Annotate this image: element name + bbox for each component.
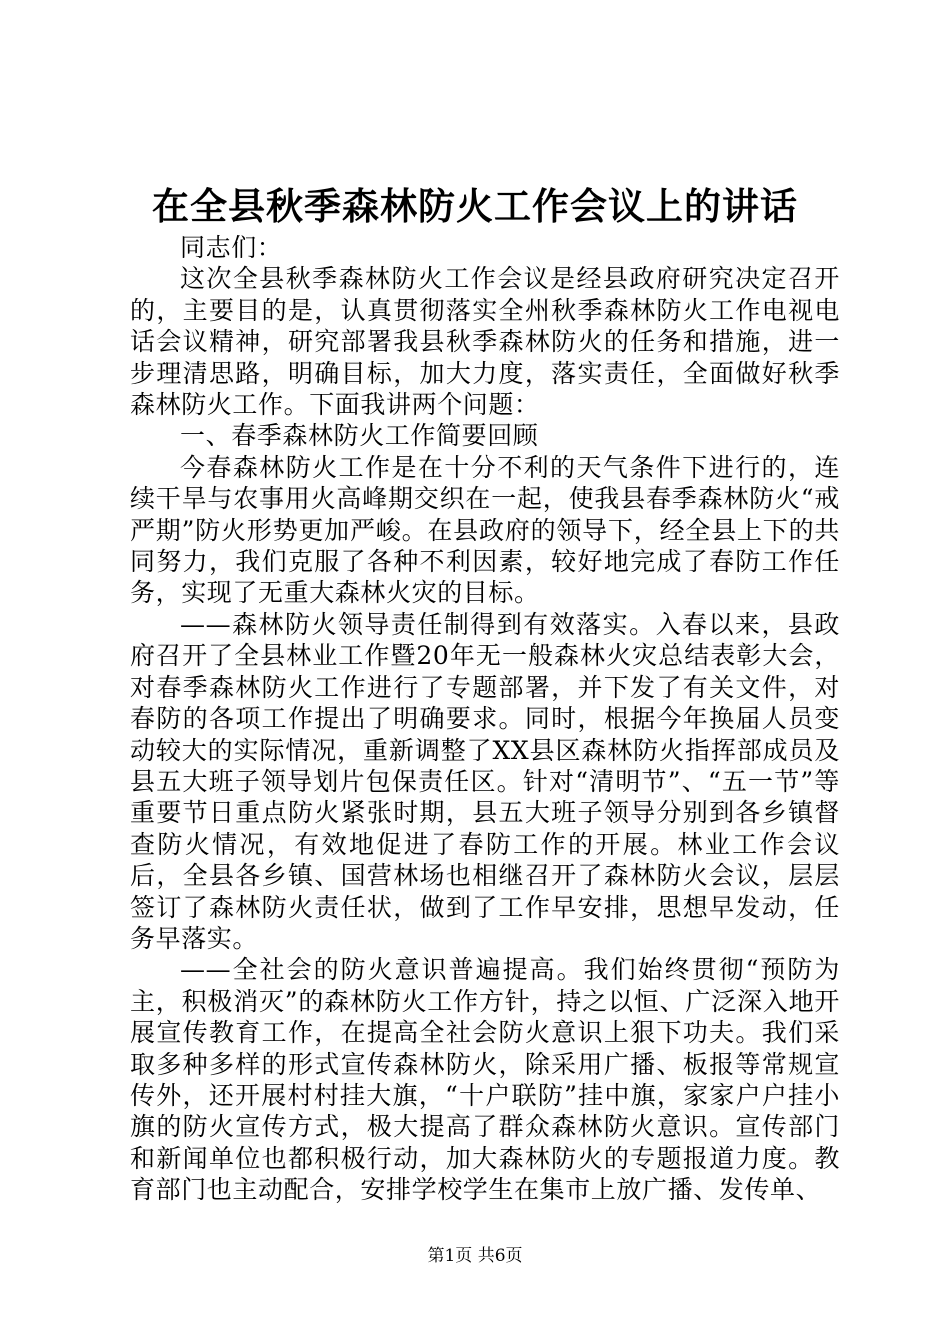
body-paragraph: 这次全县秋季森林防火工作会议是经县政府研究决定召开的，主要目的是，认真贯彻落实全州秋季森林防火工作电视电话会议精神，研究部署我县秋季森林防火的任务和措施，进一步理清思路，明确目标，加大力度，落实责任，全面做好秋季森林防火工作。下面我讲两个问题： [130,264,840,420]
page-number-footer: 第1页 共6页 [427,1246,523,1266]
salutation: 同志们： [180,233,283,262]
body-paragraph: 今春森林防火工作是在十分不利的天气条件下进行的，连续干旱与农事用火高峰期交织在一起，使我县春季森林防火“戒严期”防火形势更加严峻。在县政府的领导下，经全县上下的共同努力，我们克服了各种不利因素，较好地完成了春防工作任务，实现了无重大森林火灾的目标。 [130,452,840,608]
body-paragraph: ——森林防火领导责任制得到有效落实。入春以来，县政府召开了全县林业工作暨20年无一般森林火灾总结表彰大会，对春季森林防火工作进行了专题部署，并下发了有关文件，对春防的各项工作提出了明确要求。同时，根据今年换届人员变动较大的实际情况，重新调整了XX县区森林防火指挥部成员及县五大班子领导划片包保责任区。针对“清明节”、“五一节”等重要节日重点防火紧张时期，县五大班子领导分别到各乡镇督查防火情况，有效地促进了春防工作的开展。林业工作会议后，全县各乡镇、国营林场也相继召开了森林防火会议，层层签订了森林防火责任状，做到了工作早安排，思想早发动，任务早落实。 [130,609,840,953]
body-paragraph: ——全社会的防火意识普遍提高。我们始终贯彻“预防为主，积极消灭”的森林防火工作方针，持之以恒、广泛深入地开展宣传教育工作，在提高全社会防火意识上狠下功夫。我们采取多种多样的形式宣传森林防火，除采用广播、板报等常规宣传外，还开展村村挂大旗，“十户联防”挂中旗，家家户户挂小旗的防火宣传方式，极大提高了群众森林防火意识。宣传部门和新闻单位也都积极行动，加大森林防火的专题报道力度。教育部门也主动配合，安排学校学生在集市上放广播、发传单、 [130,955,840,1205]
section-heading: 一、春季森林防火工作简要回顾 [180,421,539,451]
document-title: 在全县秋季森林防火工作会议上的讲话 [152,184,798,228]
document-body [130,232,840,1206]
